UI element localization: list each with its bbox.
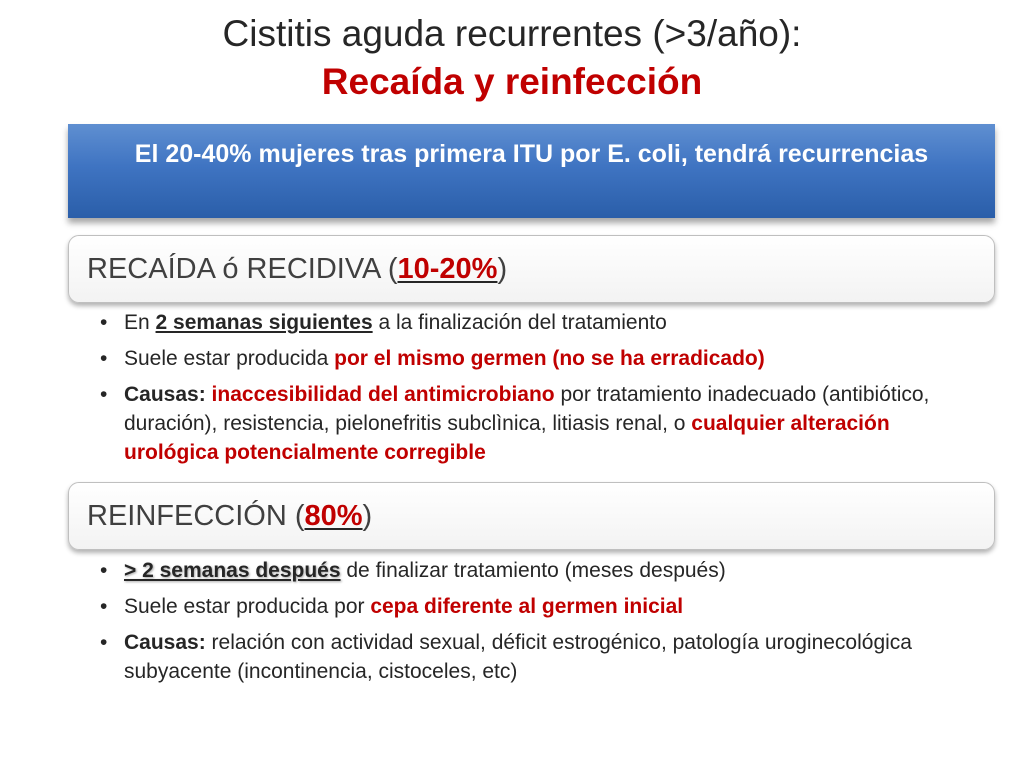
banner-text: El 20-40% mujeres tras primera ITU por E. coli, tendrá recurrencias [134, 140, 929, 168]
bullet-text: relación con actividad sexual, déficit estrogénico, patología uroginecológica subyacente (incontinencia, cistoceles, etc) [124, 631, 912, 683]
bullet-text: a la finalización del tratamiento [372, 311, 667, 334]
bullet-text: de finalizar tratamiento (meses después) [340, 559, 726, 582]
bullet-text: Suele estar producida por [124, 595, 371, 618]
bullet-highlight: inaccesibilidad del antimicrobiano [211, 383, 555, 406]
list-item [100, 556, 980, 585]
reinfeccion-close: ) [362, 500, 373, 532]
title-line-1: Cistitis aguda recurrentes (>3/año): [222, 13, 802, 54]
list-item [100, 592, 980, 621]
bullet-highlight: cepa diferente al germen inicial [370, 595, 684, 618]
summary-banner [68, 124, 995, 218]
recaida-header-box [68, 235, 995, 303]
bullet-emphasis: > 2 semanas después [124, 559, 341, 582]
slide-title [0, 10, 1024, 106]
reinfeccion-label: REINFECCIÓN ( [87, 500, 305, 532]
list-item [100, 308, 980, 337]
recaida-close: ) [497, 253, 508, 285]
reinfeccion-header-box [68, 482, 995, 550]
recaida-bullet-list [100, 308, 980, 474]
list-item [100, 344, 980, 373]
reinfeccion-bullet-list [100, 556, 980, 693]
reinfeccion-percent: 80% [304, 500, 363, 532]
bullet-label: Causas: [124, 383, 212, 406]
bullet-highlight: cualquier alteración urológica potencialmente corregible [124, 412, 890, 464]
list-item [100, 628, 980, 686]
title-line-2: Recaída y reinfección [321, 61, 703, 102]
recaida-percent: 10-20% [397, 253, 498, 285]
bullet-label: Causas: [124, 631, 206, 654]
bullet-text: En [124, 311, 156, 334]
list-item [100, 380, 980, 467]
recaida-label: RECAÍDA ó RECIDIVA ( [87, 253, 398, 285]
bullet-text: por tratamiento inadecuado (antibiótico, duración), resistencia, pielonefritis subclìnica, litiasis renal, o [124, 383, 930, 435]
bullet-highlight: por el mismo germen (no se ha erradicado) [334, 347, 765, 370]
bullet-emphasis: 2 semanas siguientes [155, 311, 373, 334]
bullet-text: Suele estar producida [124, 347, 335, 370]
